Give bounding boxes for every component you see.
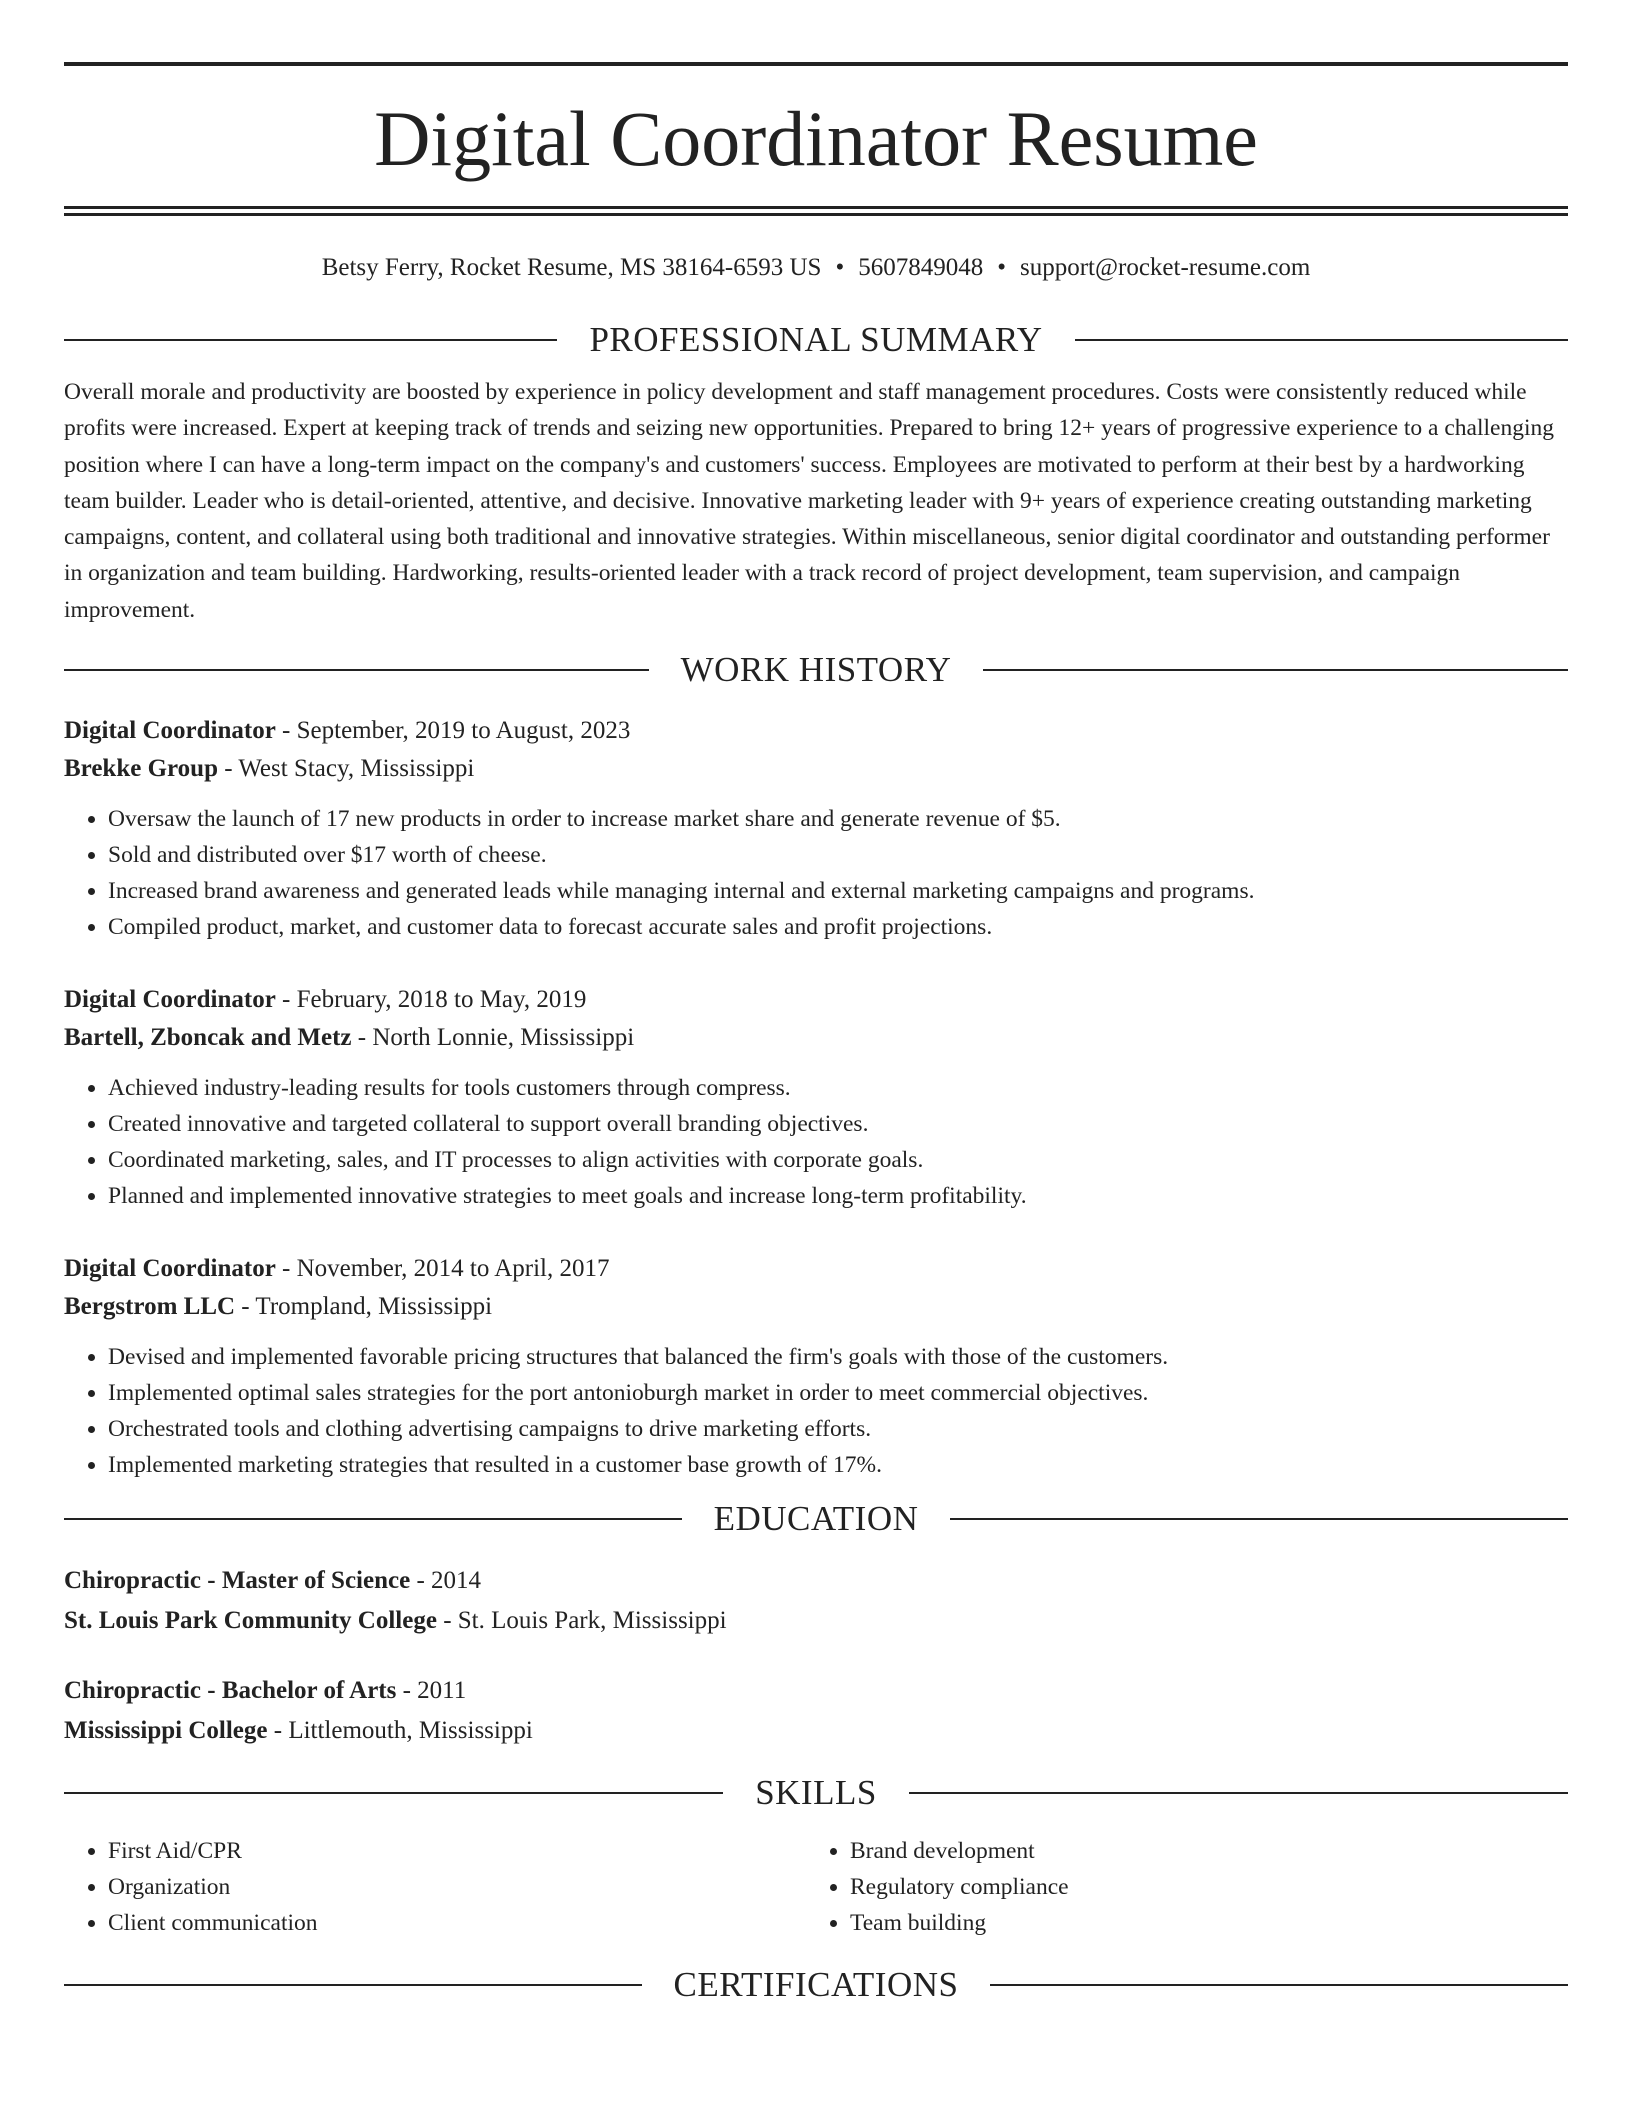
section-title: EDUCATION bbox=[713, 1499, 919, 1539]
job-role: Digital Coordinator bbox=[64, 1255, 276, 1283]
section-heading-skills bbox=[64, 1771, 1568, 1815]
section-title: CERTIFICATIONS bbox=[673, 1965, 959, 2005]
job-company-line bbox=[64, 1019, 1568, 1057]
heading-rule bbox=[1075, 339, 1568, 341]
education-entry bbox=[64, 1561, 1568, 1641]
section-title: PROFESSIONAL SUMMARY bbox=[589, 320, 1043, 359]
summary-text: Overall morale and productivity are boosted by experience in policy development and staff management procedures. Costs were consistently reduced while profits were increased. Expert at keeping track of trends and seizing new opportunities. Prepared to bring 12+ years of progressive experience to a challenging position where I can have a long-term impact on the company's and customers' success. Employees are motivated to perform at their best by a hardworking team builder. Leader who is detail-oriented, attentive, and decisive. Innovative marketing leader with 9+ years of experience creating outstanding marketing campaigns, content, and collateral using both traditional and innovative strategies. Within miscellaneous, senior digital coordinator and outstanding performer in organization and team building. Hardworking, results-oriented leader with a track record of project development, team supervision, and campaign improvement. bbox=[64, 379, 1554, 623]
education-school: St. Louis Park Community College bbox=[64, 1607, 437, 1635]
job-bullets bbox=[64, 1339, 1568, 1483]
job-dates: - September, 2019 to August, 2023 bbox=[275, 717, 631, 745]
job-entry bbox=[64, 1250, 1568, 1483]
job-bullets bbox=[64, 1070, 1568, 1214]
job-bullets bbox=[64, 801, 1568, 945]
section-heading-education bbox=[64, 1497, 1568, 1541]
list-item: • Compiled product, market, and customer data to forecast accurate sales and profit projections. bbox=[108, 909, 1568, 945]
section-heading-work bbox=[64, 648, 1568, 692]
heading-rule bbox=[64, 1518, 682, 1520]
job-company: Brekke Group bbox=[64, 755, 218, 783]
job-location: - North Lonnie, Mississippi bbox=[351, 1024, 635, 1052]
list-item: • Regulatory compliance bbox=[850, 1869, 1548, 1905]
list-item: • Orchestrated tools and clothing advertising campaigns to drive marketing efforts. bbox=[108, 1411, 1568, 1447]
title-double-rule bbox=[64, 206, 1568, 216]
contact-separator: • bbox=[997, 254, 1006, 281]
contact-line bbox=[64, 252, 1568, 284]
job-role: Digital Coordinator bbox=[64, 986, 276, 1014]
list-item: • Organization bbox=[108, 1869, 806, 1905]
job-location: - West Stacy, Mississippi bbox=[217, 755, 475, 783]
education-degree: Chiropractic - Bachelor of Arts bbox=[64, 1677, 397, 1705]
education-location: - St. Louis Park, Mississippi bbox=[436, 1607, 727, 1635]
skills-column-right bbox=[806, 1833, 1548, 1941]
heading-rule bbox=[909, 1792, 1568, 1794]
section-heading-summary bbox=[64, 318, 1568, 362]
education-school: Mississippi College bbox=[64, 1717, 268, 1745]
list-item: • Team building bbox=[850, 1905, 1548, 1941]
heading-rule bbox=[64, 339, 557, 341]
job-role: Digital Coordinator bbox=[64, 717, 276, 745]
list-item: • Achieved industry-leading results for tools customers through compress. bbox=[108, 1070, 1568, 1106]
heading-rule bbox=[64, 1984, 642, 1986]
job-entry bbox=[64, 712, 1568, 945]
heading-rule bbox=[990, 1984, 1568, 1986]
job-location: - Trompland, Mississippi bbox=[235, 1293, 493, 1321]
work-history-list bbox=[64, 712, 1568, 1483]
skills-column-left bbox=[64, 1833, 806, 1941]
list-item: • Client communication bbox=[108, 1905, 806, 1941]
education-year: - 2011 bbox=[396, 1677, 467, 1705]
job-company-line bbox=[64, 1288, 1568, 1326]
contact-email: support@rocket-resume.com bbox=[1019, 254, 1311, 281]
job-company: Bergstrom LLC bbox=[64, 1293, 236, 1321]
list-item: • Implemented optimal sales strategies for the port antonioburgh market in order to meet commercial objectives. bbox=[108, 1375, 1568, 1411]
job-entry bbox=[64, 981, 1568, 1214]
contact-address: Betsy Ferry, Rocket Resume, MS 38164-6593 US bbox=[321, 254, 822, 281]
list-item: • Devised and implemented favorable pricing structures that balanced the firm's goals with those of the customers. bbox=[108, 1339, 1568, 1375]
list-item: • Sold and distributed over $17 worth of cheese. bbox=[108, 837, 1568, 873]
section-title: SKILLS bbox=[755, 1773, 877, 1813]
education-degree-line bbox=[64, 1561, 1568, 1601]
resume-title: Digital Coordinator Resume bbox=[374, 95, 1258, 182]
contact-separator: • bbox=[835, 254, 845, 281]
heading-rule bbox=[64, 1792, 723, 1794]
job-company: Bartell, Zboncak and Metz bbox=[64, 1024, 352, 1052]
list-item: • Planned and implemented innovative strategies to meet goals and increase long-term profitability. bbox=[108, 1178, 1568, 1214]
section-heading-certifications bbox=[64, 1963, 1568, 2007]
resume-page bbox=[64, 62, 1568, 2007]
heading-rule bbox=[983, 669, 1568, 671]
education-entry bbox=[64, 1671, 1568, 1751]
contact-phone: 5607849048 bbox=[858, 254, 984, 281]
list-item: • Increased brand awareness and generated leads while managing internal and external marketing campaigns and programs. bbox=[108, 873, 1568, 909]
list-item: • Brand development bbox=[850, 1833, 1548, 1869]
list-item: • First Aid/CPR bbox=[108, 1833, 806, 1869]
education-year: - 2014 bbox=[410, 1567, 482, 1595]
education-school-line bbox=[64, 1601, 1568, 1641]
list-item: • Created innovative and targeted collateral to support overall branding objectives. bbox=[108, 1106, 1568, 1142]
education-location: - Littlemouth, Mississippi bbox=[267, 1717, 533, 1745]
job-dates: - February, 2018 to May, 2019 bbox=[275, 986, 587, 1014]
job-dates: - November, 2014 to April, 2017 bbox=[275, 1255, 610, 1283]
heading-rule bbox=[950, 1518, 1568, 1520]
education-school-line bbox=[64, 1711, 1568, 1751]
list-item: • Implemented marketing strategies that resulted in a customer base growth of 17%. bbox=[108, 1447, 1568, 1483]
skills-grid bbox=[64, 1833, 1568, 1941]
job-company-line bbox=[64, 750, 1568, 788]
list-item: • Oversaw the launch of 17 new products in order to increase market share and generate revenue of $5. bbox=[108, 801, 1568, 837]
education-degree: Chiropractic - Master of Science bbox=[64, 1567, 411, 1595]
heading-rule bbox=[64, 669, 649, 671]
job-title-line bbox=[64, 712, 1568, 750]
education-degree-line bbox=[64, 1671, 1568, 1711]
job-title-line bbox=[64, 1250, 1568, 1288]
list-item: • Coordinated marketing, sales, and IT processes to align activities with corporate goals. bbox=[108, 1142, 1568, 1178]
job-title-line bbox=[64, 981, 1568, 1019]
section-title: WORK HISTORY bbox=[680, 650, 952, 690]
